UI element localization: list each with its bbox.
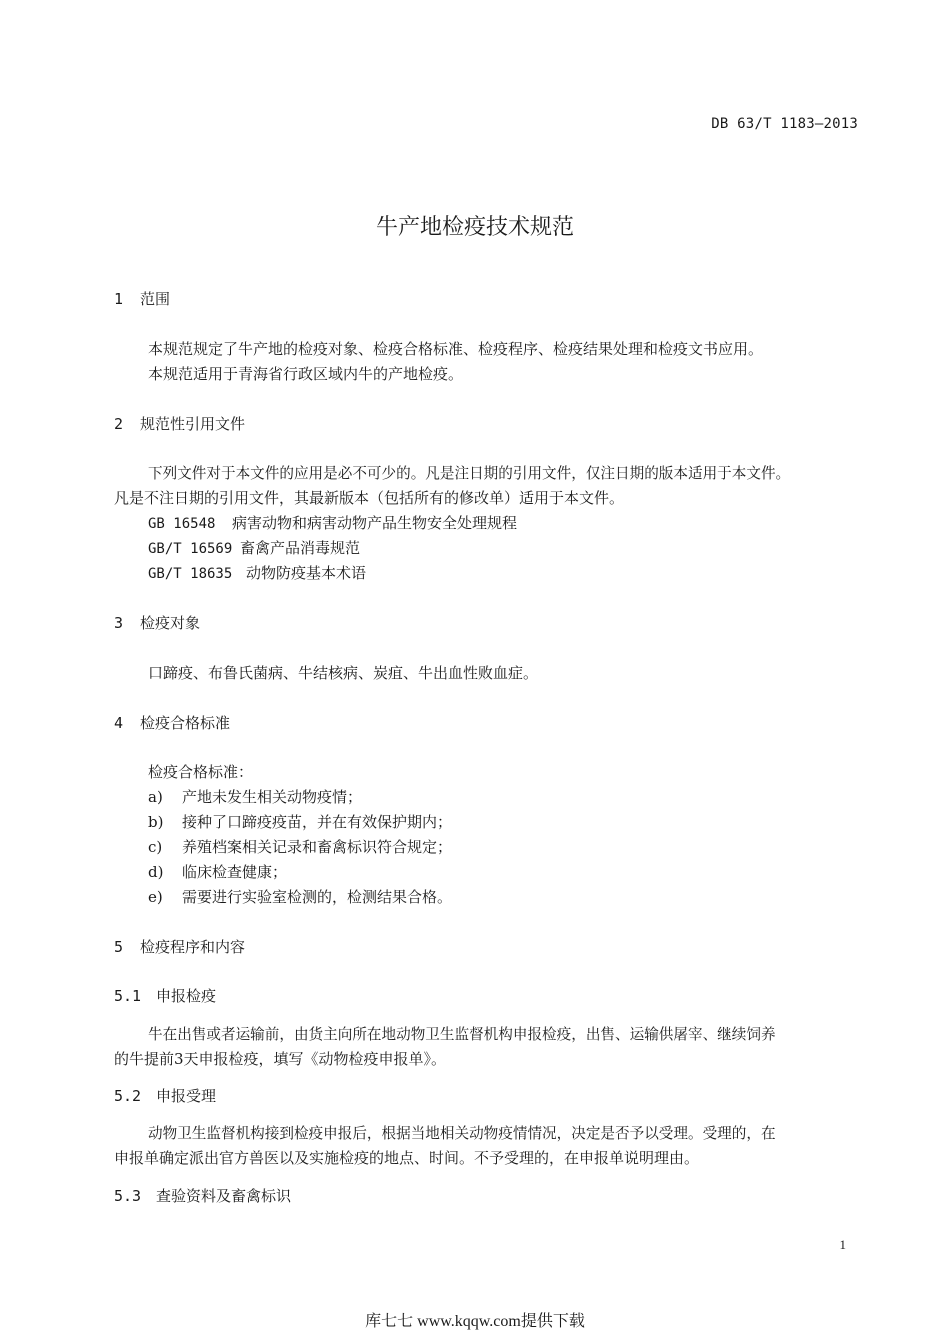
section-title: 检疫合格标准 bbox=[140, 714, 231, 732]
section-number: 3 bbox=[114, 614, 124, 632]
section-title: 规范性引用文件 bbox=[140, 415, 246, 433]
paragraph: 口蹄疫、布鲁氏菌病、牛结核病、炭疽、牛出血性败血症。 bbox=[148, 664, 539, 682]
list-item bbox=[148, 836, 452, 857]
list-text: 产地未发生相关动物疫情； bbox=[182, 788, 363, 806]
standard-code: DB 63/T 1183—2013 bbox=[711, 116, 858, 132]
list-label: c) bbox=[148, 838, 163, 856]
paragraph: 动物卫生监督机构接到检疫申报后，根据当地相关动物疫情情况，决定是否予以受理。受理的，在 bbox=[148, 1125, 776, 1142]
section-number: 5.2 bbox=[114, 1087, 142, 1105]
list-label: a) bbox=[148, 788, 163, 806]
section-title: 检疫程序和内容 bbox=[140, 938, 246, 956]
list-item bbox=[148, 886, 452, 907]
reference-title: 动物防疫基本术语 bbox=[246, 564, 367, 582]
list-text: 临床检查健康； bbox=[182, 863, 288, 881]
paragraph: 的牛提前3天申报检疫，填写《动物检疫申报单》。 bbox=[114, 1050, 447, 1068]
section-5-heading bbox=[114, 936, 245, 957]
section-number: 2 bbox=[114, 415, 124, 433]
section-title: 检疫对象 bbox=[140, 614, 201, 632]
document-title: 牛产地检疫技术规范 bbox=[375, 215, 574, 240]
paragraph: 牛在出售或者运输前，由货主向所在地动物卫生监督机构申报检疫，出售、运输供屠宰、继续饲养 bbox=[148, 1026, 776, 1043]
list-item bbox=[148, 861, 287, 882]
paragraph: 本规范适用于青海省行政区域内牛的产地检疫。 bbox=[148, 365, 464, 383]
subsection-5-2-heading bbox=[114, 1085, 216, 1106]
section-3-heading bbox=[114, 612, 200, 633]
paragraph: 凡是不注日期的引用文件，其最新版本（包括所有的修改单）适用于本文件。 bbox=[114, 489, 625, 507]
paragraph: 申报单确定派出官方兽医以及实施检疫的地点、时间。不予受理的，在申报单说明理由。 bbox=[114, 1149, 700, 1167]
reference-code: GB/T 18635 bbox=[148, 566, 233, 582]
section-number: 4 bbox=[114, 714, 124, 732]
section-title: 申报检疫 bbox=[156, 987, 217, 1005]
section-title: 查验资料及畜禽标识 bbox=[156, 1187, 292, 1205]
reference-code: GB/T 16569 bbox=[148, 541, 233, 557]
section-1-heading bbox=[114, 288, 170, 309]
list-label: d) bbox=[148, 863, 164, 881]
section-number: 5.3 bbox=[114, 1187, 142, 1205]
section-4-heading bbox=[114, 712, 230, 733]
list-label: e) bbox=[148, 888, 163, 906]
section-title: 申报受理 bbox=[156, 1087, 217, 1105]
section-title: 范围 bbox=[140, 290, 171, 308]
list-label: b) bbox=[148, 813, 164, 831]
section-number: 5.1 bbox=[114, 987, 142, 1005]
reference-code: GB 16548 bbox=[148, 516, 216, 532]
paragraph: 检疫合格标准： bbox=[148, 763, 254, 781]
reference-item bbox=[148, 512, 517, 533]
section-2-heading bbox=[114, 413, 245, 434]
reference-item bbox=[148, 537, 360, 558]
list-item bbox=[148, 786, 362, 807]
list-item bbox=[148, 811, 452, 832]
subsection-5-1-heading bbox=[114, 985, 216, 1006]
list-text: 养殖档案相关记录和畜禽标识符合规定； bbox=[182, 838, 453, 856]
reference-title: 畜禽产品消毒规范 bbox=[240, 539, 361, 557]
list-text: 需要进行实验室检测的，检测结果合格。 bbox=[182, 888, 453, 906]
page-number: 1 bbox=[839, 1237, 846, 1252]
list-text: 接种了口蹄疫疫苗，并在有效保护期内； bbox=[182, 813, 453, 831]
footer-watermark: 库七七 www.kqqw.com提供下载 bbox=[365, 1313, 585, 1330]
paragraph: 本规范规定了牛产地的检疫对象、检疫合格标准、检疫程序、检疫结果处理和检疫文书应用。 bbox=[148, 340, 764, 358]
reference-item bbox=[148, 562, 366, 583]
subsection-5-3-heading bbox=[114, 1185, 291, 1206]
section-number: 1 bbox=[114, 290, 124, 308]
paragraph: 下列文件对于本文件的应用是必不可少的。凡是注日期的引用文件，仅注日期的版本适用于本文件。 bbox=[148, 465, 791, 482]
reference-title: 病害动物和病害动物产品生物安全处理规程 bbox=[232, 514, 518, 532]
section-number: 5 bbox=[114, 938, 124, 956]
